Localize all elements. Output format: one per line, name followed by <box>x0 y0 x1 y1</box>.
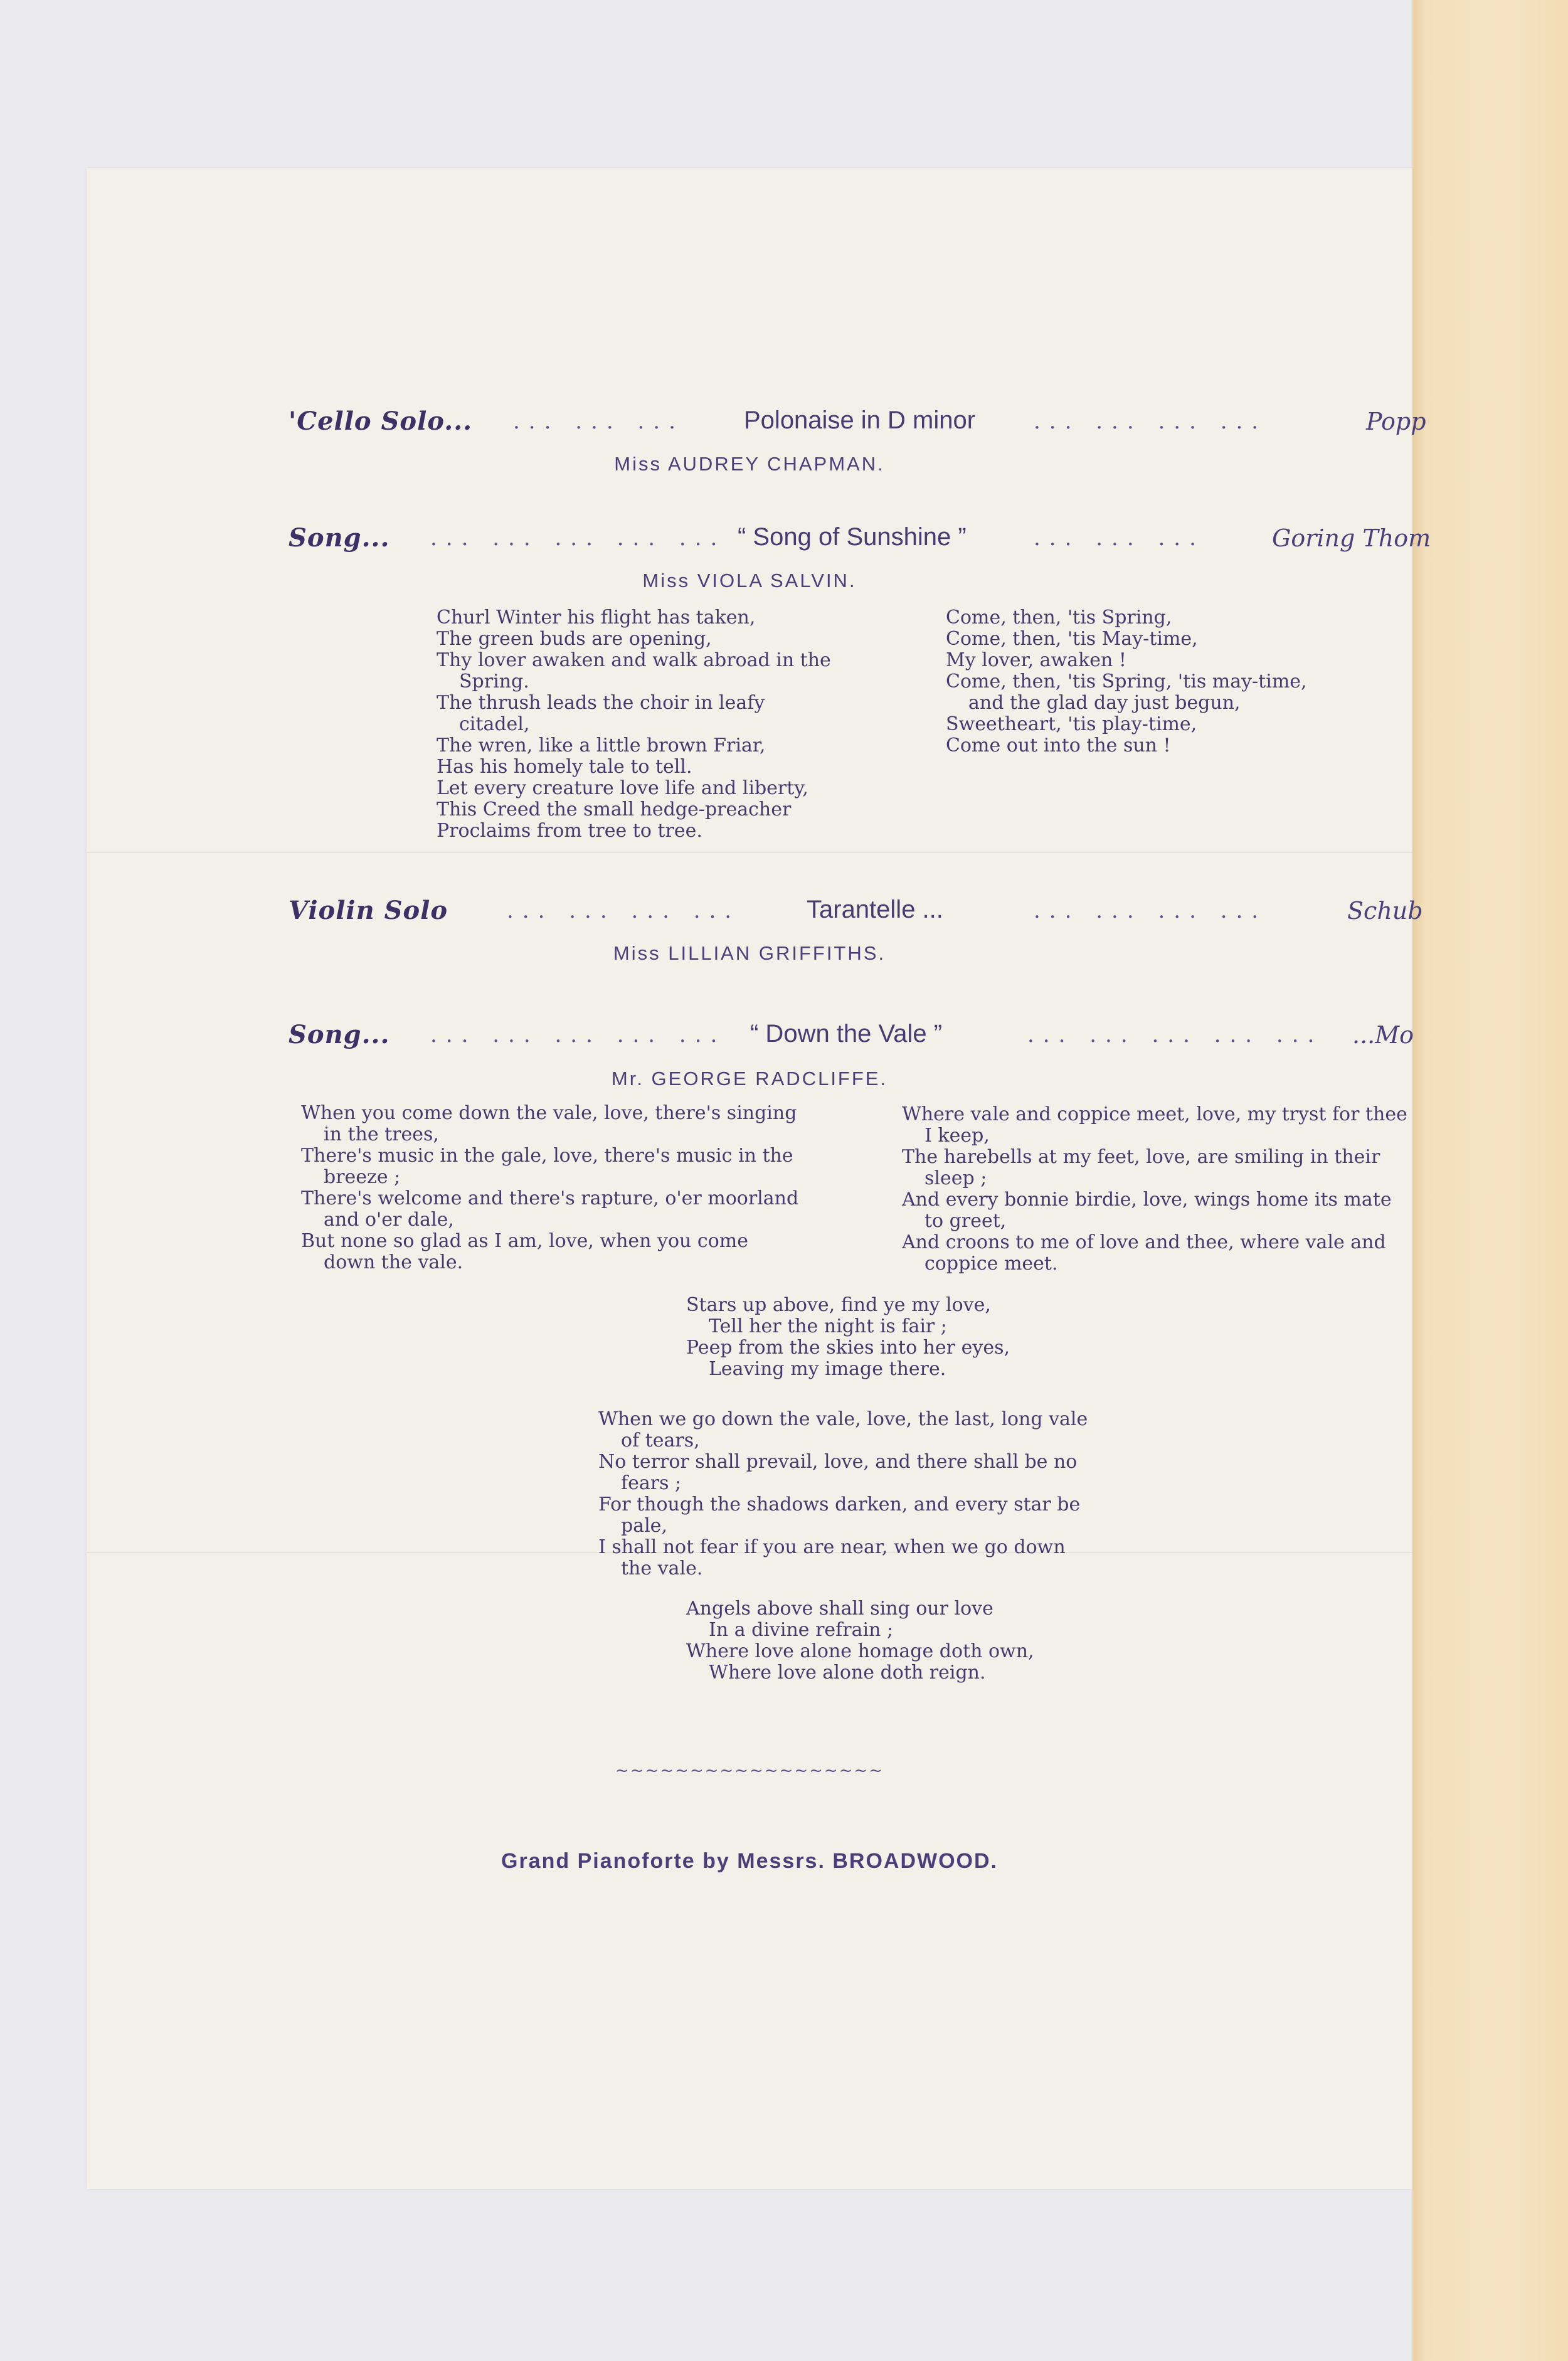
lyric-line: Peep from the skies into her eyes, <box>686 1337 1010 1359</box>
lyric-line: Sweetheart, 'tis play-time, <box>946 713 1197 735</box>
lyric-line: to greet, <box>924 1210 1007 1232</box>
fold-line <box>87 852 1412 853</box>
leader-dots: ... ... ... ... <box>1034 898 1268 923</box>
program-sheet <box>87 168 1431 2189</box>
performance-type: Violin Solo <box>289 896 448 925</box>
lyric-line: The thrush leads the choir in leafy <box>437 692 765 714</box>
lyric-line: The green buds are opening, <box>437 628 712 650</box>
performer-name: Miss LILLIAN GRIFFITHS. <box>613 942 886 964</box>
performer-name: Miss VIOLA SALVIN. <box>642 570 857 592</box>
leader-dots: ... ... ... ... ... <box>430 526 726 551</box>
lyric-line: I shall not fear if you are near, when we go down <box>598 1536 1066 1558</box>
leader-dots: ... ... ... ... ... <box>430 1022 726 1048</box>
lyric-line: Spring. <box>459 671 529 692</box>
lyric-line: citadel, <box>459 713 530 735</box>
composer: ...Mo <box>1352 1021 1414 1049</box>
lyric-line: and the glad day just begun, <box>968 692 1241 714</box>
lyric-line: and o'er dale, <box>324 1209 454 1231</box>
leader-dots: ... ... ... <box>513 409 684 434</box>
lyric-line: When we go down the vale, love, the last, long vale <box>598 1408 1088 1430</box>
lyric-line: Leaving my image there. <box>709 1358 946 1380</box>
lyric-line: breeze ; <box>324 1166 401 1188</box>
lyric-line: the vale. <box>621 1557 703 1579</box>
lyric-line: of tears, <box>621 1430 700 1451</box>
performance-type: 'Cello Solo... <box>289 406 473 436</box>
program-entry-cello <box>87 406 1426 450</box>
piece-title: Tarantelle ... <box>807 896 943 923</box>
lyric-line: And croons to me of love and thee, where vale and <box>902 1231 1386 1253</box>
lyric-line: down the vale. <box>324 1251 464 1273</box>
lyric-line: fears ; <box>621 1472 682 1494</box>
lyric-line: Come out into the sun ! <box>946 735 1171 756</box>
program-entry-song-vale <box>87 1020 1412 1064</box>
lyric-line: Tell her the night is fair ; <box>709 1315 947 1337</box>
lyric-line: pale, <box>621 1515 667 1537</box>
lyric-line: Proclaims from tree to tree. <box>437 820 702 842</box>
lyric-line: My lover, awaken ! <box>946 649 1126 671</box>
composer: Popp <box>1366 408 1426 435</box>
piece-title: Polonaise in D minor <box>744 406 976 434</box>
leader-dots: ... ... ... <box>1034 526 1205 551</box>
lyric-line: Come, then, 'tis Spring, <box>946 607 1172 629</box>
leader-dots: ... ... ... ... ... <box>1027 1022 1323 1048</box>
lyric-line: Come, then, 'tis May-time, <box>946 628 1198 650</box>
performance-type: Song... <box>289 523 390 553</box>
lyric-line: Thy lover awaken and walk abroad in the <box>437 649 831 671</box>
lyric-line: Where love alone doth reign. <box>709 1662 986 1684</box>
lyric-line: Churl Winter his flight has taken, <box>437 607 756 629</box>
lyric-line: Where vale and coppice meet, love, my tryst for thee <box>902 1103 1407 1125</box>
program-entry-violin <box>87 896 1423 940</box>
lyric-line: coppice meet. <box>924 1253 1058 1275</box>
lyric-line: I keep, <box>924 1125 990 1147</box>
lyric-line: Has his homely tale to tell. <box>437 756 692 778</box>
lyrics-sunshine-right <box>946 607 1307 756</box>
lyrics-vale-verse3 <box>598 1409 1088 1579</box>
piece-title: “ Down the Vale ” <box>750 1020 943 1048</box>
lyric-line: Let every creature love life and liberty, <box>437 777 808 799</box>
lyrics-vale-chorus1 <box>686 1295 1010 1380</box>
program-entry-song-sunshine <box>87 523 1431 567</box>
ornament-divider: ~~~~~~~~~~~~~~~~~~ <box>615 1761 884 1780</box>
lyric-line: The wren, like a little brown Friar, <box>437 735 766 756</box>
performer-name: Miss AUDREY CHAPMAN. <box>614 453 885 475</box>
performance-type: Song... <box>289 1020 390 1049</box>
performer-name: Mr. GEORGE RADCLIFFE. <box>611 1068 888 1090</box>
lyric-line: Where love alone homage doth own, <box>686 1640 1034 1662</box>
lyrics-sunshine-left <box>437 607 831 842</box>
lyric-line: in the trees, <box>324 1123 439 1145</box>
lyric-line: No terror shall prevail, love, and there shall be no <box>598 1451 1078 1473</box>
footer-note: Grand Pianoforte by Messrs. BROADWOOD. <box>501 1849 998 1873</box>
lyric-line: Stars up above, find ye my love, <box>686 1294 991 1316</box>
lyric-line: Angels above shall sing our love <box>686 1598 993 1620</box>
lyric-line: For though the shadows darken, and every star be <box>598 1494 1081 1515</box>
lyric-line: The harebells at my feet, love, are smiling in their <box>902 1146 1380 1168</box>
lyric-line: Come, then, 'tis Spring, 'tis may-time, <box>946 671 1307 692</box>
composer: Schub <box>1347 897 1423 925</box>
lyric-line: There's welcome and there's rapture, o'er moorland <box>301 1187 799 1209</box>
leader-dots: ... ... ... ... <box>1034 409 1268 434</box>
leader-dots: ... ... ... ... <box>507 898 741 923</box>
lyrics-vale-left <box>301 1103 903 1273</box>
composer: Goring Thom <box>1272 524 1431 552</box>
piece-title: “ Song of Sunshine ” <box>738 523 967 551</box>
lyric-line: sleep ; <box>924 1167 987 1189</box>
lyric-line: There's music in the gale, love, there's music in the <box>301 1145 793 1167</box>
lyric-line: But none so glad as I am, love, when you come <box>301 1230 748 1252</box>
lyrics-vale-right <box>902 1104 1504 1275</box>
lyric-line: In a divine refrain ; <box>709 1619 894 1641</box>
lyrics-vale-chorus2 <box>686 1598 1034 1684</box>
lyric-line: When you come down the vale, love, there's singing <box>301 1102 797 1124</box>
lyric-line: And every bonnie birdie, love, wings home its mate <box>902 1189 1392 1211</box>
lyric-line: This Creed the small hedge-preacher <box>437 798 792 820</box>
